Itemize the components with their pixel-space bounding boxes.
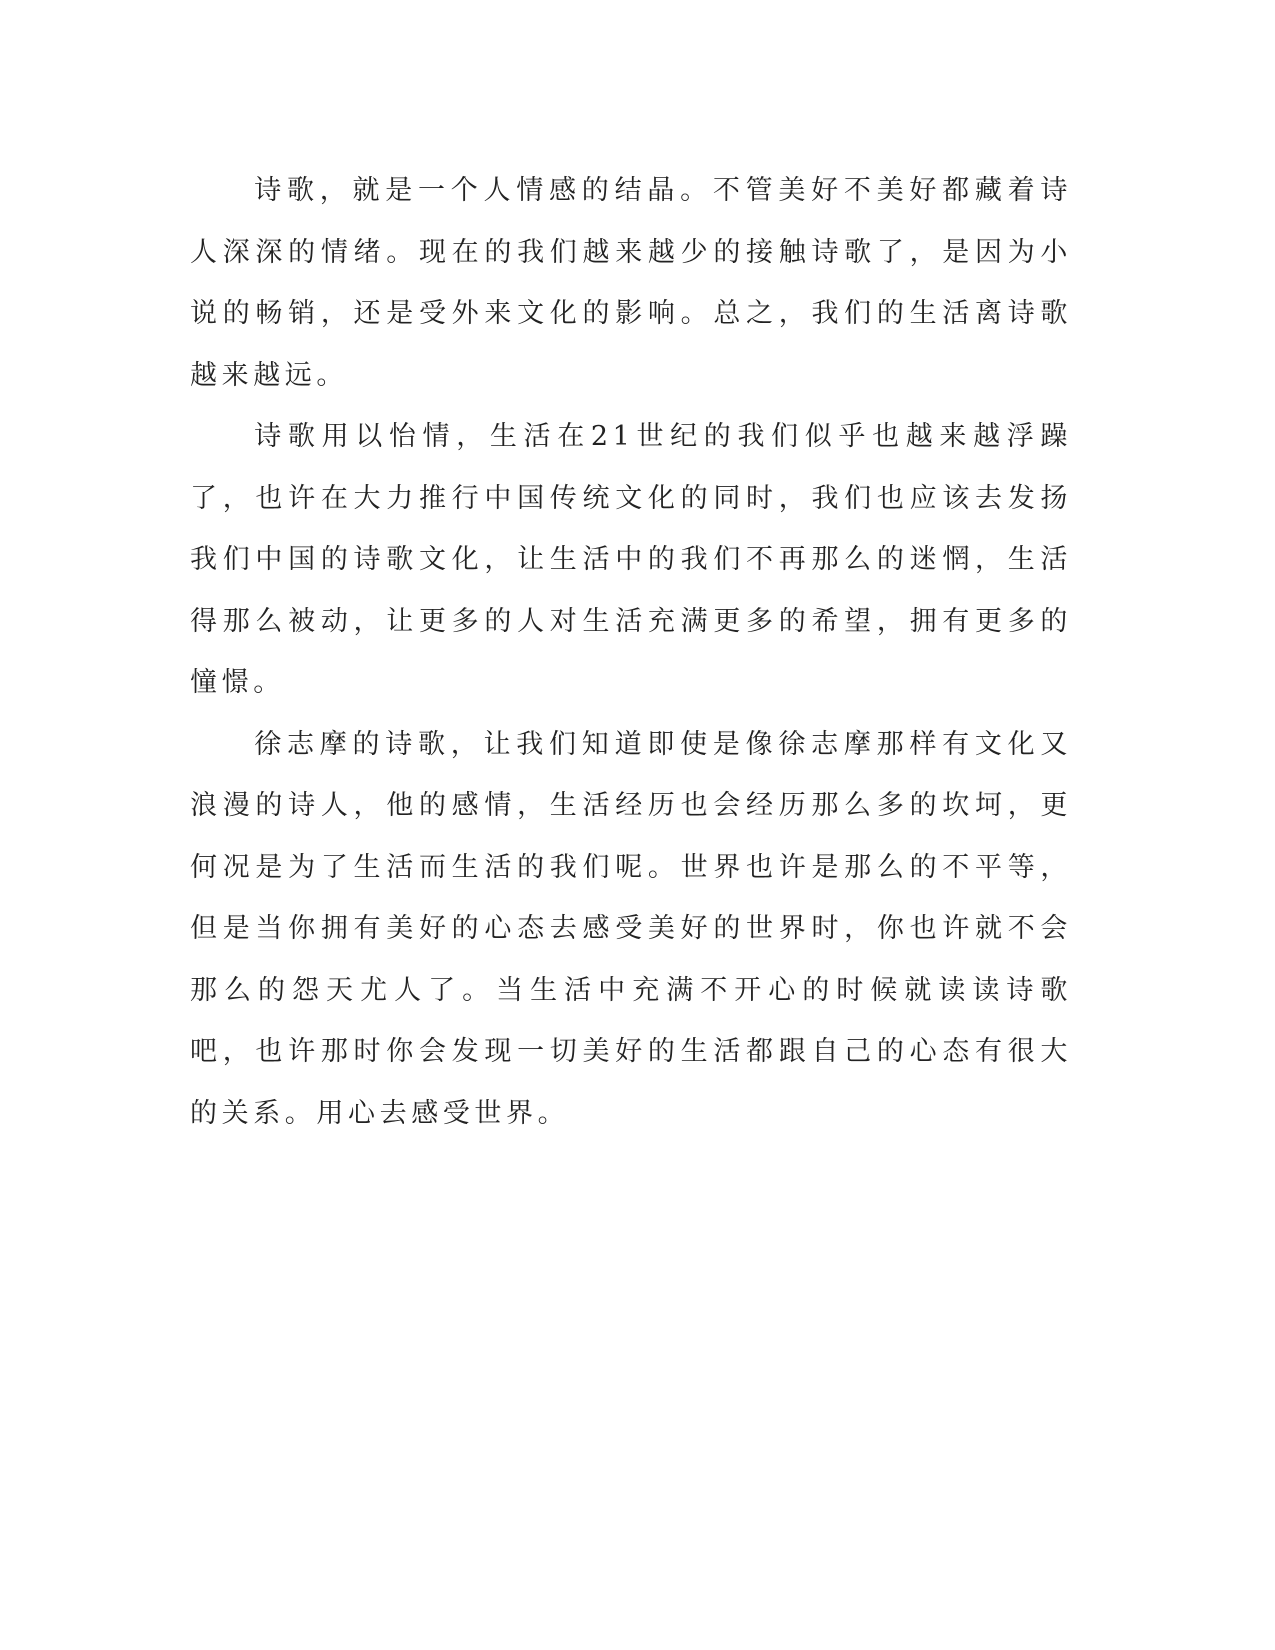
paragraph-2: 诗歌用以怡情，生活在21世纪的我们似乎也越来越浮躁了，也许在大力推行中国传统文化的同时，我们也应该去发扬我们中国的诗歌文化，让生活中的我们不再那么的迷惘，生活得那么被动，让更多的人对生活充满更多的希望，拥有更多的憧憬。 bbox=[190, 421, 1072, 698]
document-body bbox=[190, 160, 1072, 1144]
paragraph-1: 诗歌，就是一个人情感的结晶。不管美好不美好都藏着诗人深深的情绪。现在的我们越来越少的接触诗歌了，是因为小说的畅销，还是受外来文化的影响。总之，我们的生活离诗歌越来越远。 bbox=[190, 175, 1072, 391]
paragraph-3: 徐志摩的诗歌，让我们知道即使是像徐志摩那样有文化又浪漫的诗人，他的感情，生活经历也会经历那么多的坎坷，更何况是为了生活而生活的我们呢。世界也许是那么的不平等，但是当你拥有美好的心态去感受美好的世界时，你也许就不会那么的怨天尤人了。当生活中充满不开心的时候就读读诗歌吧，也许那时你会发现一切美好的生活都跟自己的心态有很大的关系。用心去感受世界。 bbox=[190, 728, 1072, 1129]
